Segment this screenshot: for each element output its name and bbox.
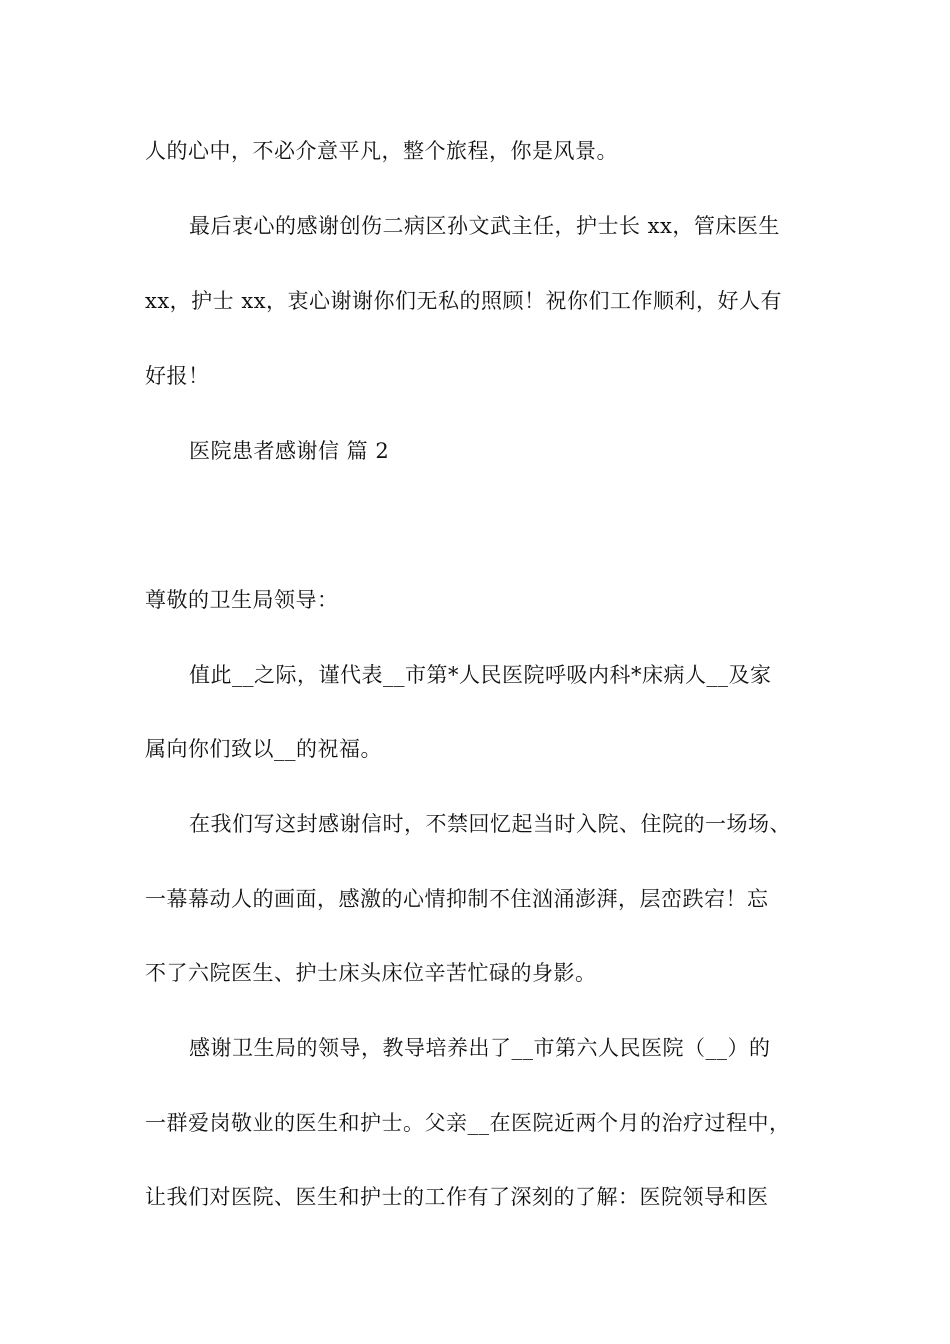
paragraph-line: xx，护士 xx，衷心谢谢你们无私的照顾！祝你们工作顺利，好人有 [145, 289, 783, 313]
paragraph-line: 值此__之际，谨代表__市第*人民医院呼吸内科*床病人__及家 [189, 663, 772, 687]
salutation: 尊敬的卫生局领导： [145, 588, 339, 612]
paragraph-line: 属向你们致以__的祝福。 [145, 737, 382, 761]
paragraph-line: 一群爱岗敬业的医生和护士。父亲__在医院近两个月的治疗过程中， [145, 1111, 791, 1135]
paragraph-line: 一幕幕动人的画面，感激的心情抑制不住汹涌澎湃，层峦跌宕！忘 [145, 887, 769, 911]
paragraph-line: 最后衷心的感谢创伤二病区孙文武主任，护士长 xx，管床医生 [189, 214, 780, 238]
paragraph-line: 在我们写这封感谢信时，不禁回忆起当时入院、住院的一场场、 [189, 812, 791, 836]
paragraph-line: 好报！ [145, 364, 210, 388]
paragraph-line: 让我们对医院、医生和护士的工作有了深刻的了解：医院领导和医 [145, 1185, 769, 1209]
section-heading: 医院患者感谢信 篇 2 [189, 439, 390, 463]
paragraph-line: 感谢卫生局的领导，教导培养出了__市第六人民医院（__）的 [189, 1036, 771, 1060]
paragraph-line: 不了六院医生、护士床头床位辛苦忙碌的身影。 [145, 961, 597, 985]
paragraph-line: 人的心中，不必介意平凡，整个旅程，你是风景。 [145, 139, 618, 163]
